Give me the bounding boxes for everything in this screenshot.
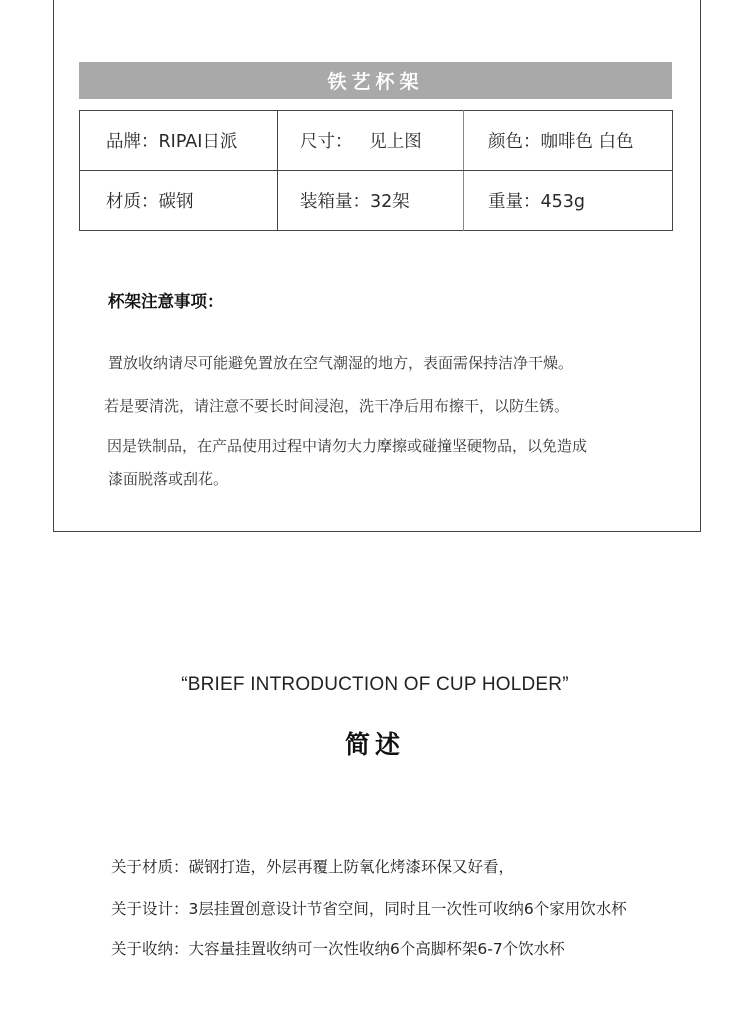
spec-packing-cell: 装箱量：32架 — [300, 192, 410, 212]
spec-size-cell: 尺寸： 见上图 — [278, 111, 464, 171]
intro-line-material: 关于材质：碳钢打造，外层再覆上防氧化烤漆环保又好看， — [111, 858, 515, 876]
note-line: 若是要清洗，请注意不要长时间浸泡，洗干净后用布擦干，以防生锈。 — [104, 397, 570, 415]
spec-weight-cell: 重量：453g — [464, 171, 673, 231]
intro-line-storage: 关于收纳：大容量挂置收纳可一次性收纳6个高脚杯架6-7个饮水杯 — [111, 940, 565, 958]
note-line: 因是铁制品，在产品使用过程中请勿大力摩擦或碰撞坚硬物品，以免造成 — [107, 437, 588, 455]
note-line: 漆面脱落或刮花。 — [108, 470, 229, 488]
note-line: 置放收纳请尽可能避免置放在空气潮湿的地方，表面需保持洁净干燥。 — [108, 354, 574, 372]
intro-chinese-heading: 简述 — [344, 730, 405, 759]
spec-header-bar: 铁艺杯架 — [79, 62, 672, 99]
spec-material-cell: 材质：碳钢 — [80, 171, 278, 231]
spec-color-cell: 颜色：咖啡色 白色 — [464, 111, 673, 171]
intro-english-heading: “BRIEF INTRODUCTION OF CUP HOLDER” — [181, 674, 569, 695]
notes-title: 杯架注意事项： — [108, 292, 224, 311]
spec-row — [80, 111, 673, 171]
spec-table — [79, 110, 673, 231]
spec-brand-cell: 品牌：RIPAI日派 — [80, 111, 278, 171]
spec-row — [80, 171, 673, 231]
intro-line-design: 关于设计：3层挂置创意设计节省空间，同时且一次性可收纳6个家用饮水杯 — [111, 900, 627, 918]
